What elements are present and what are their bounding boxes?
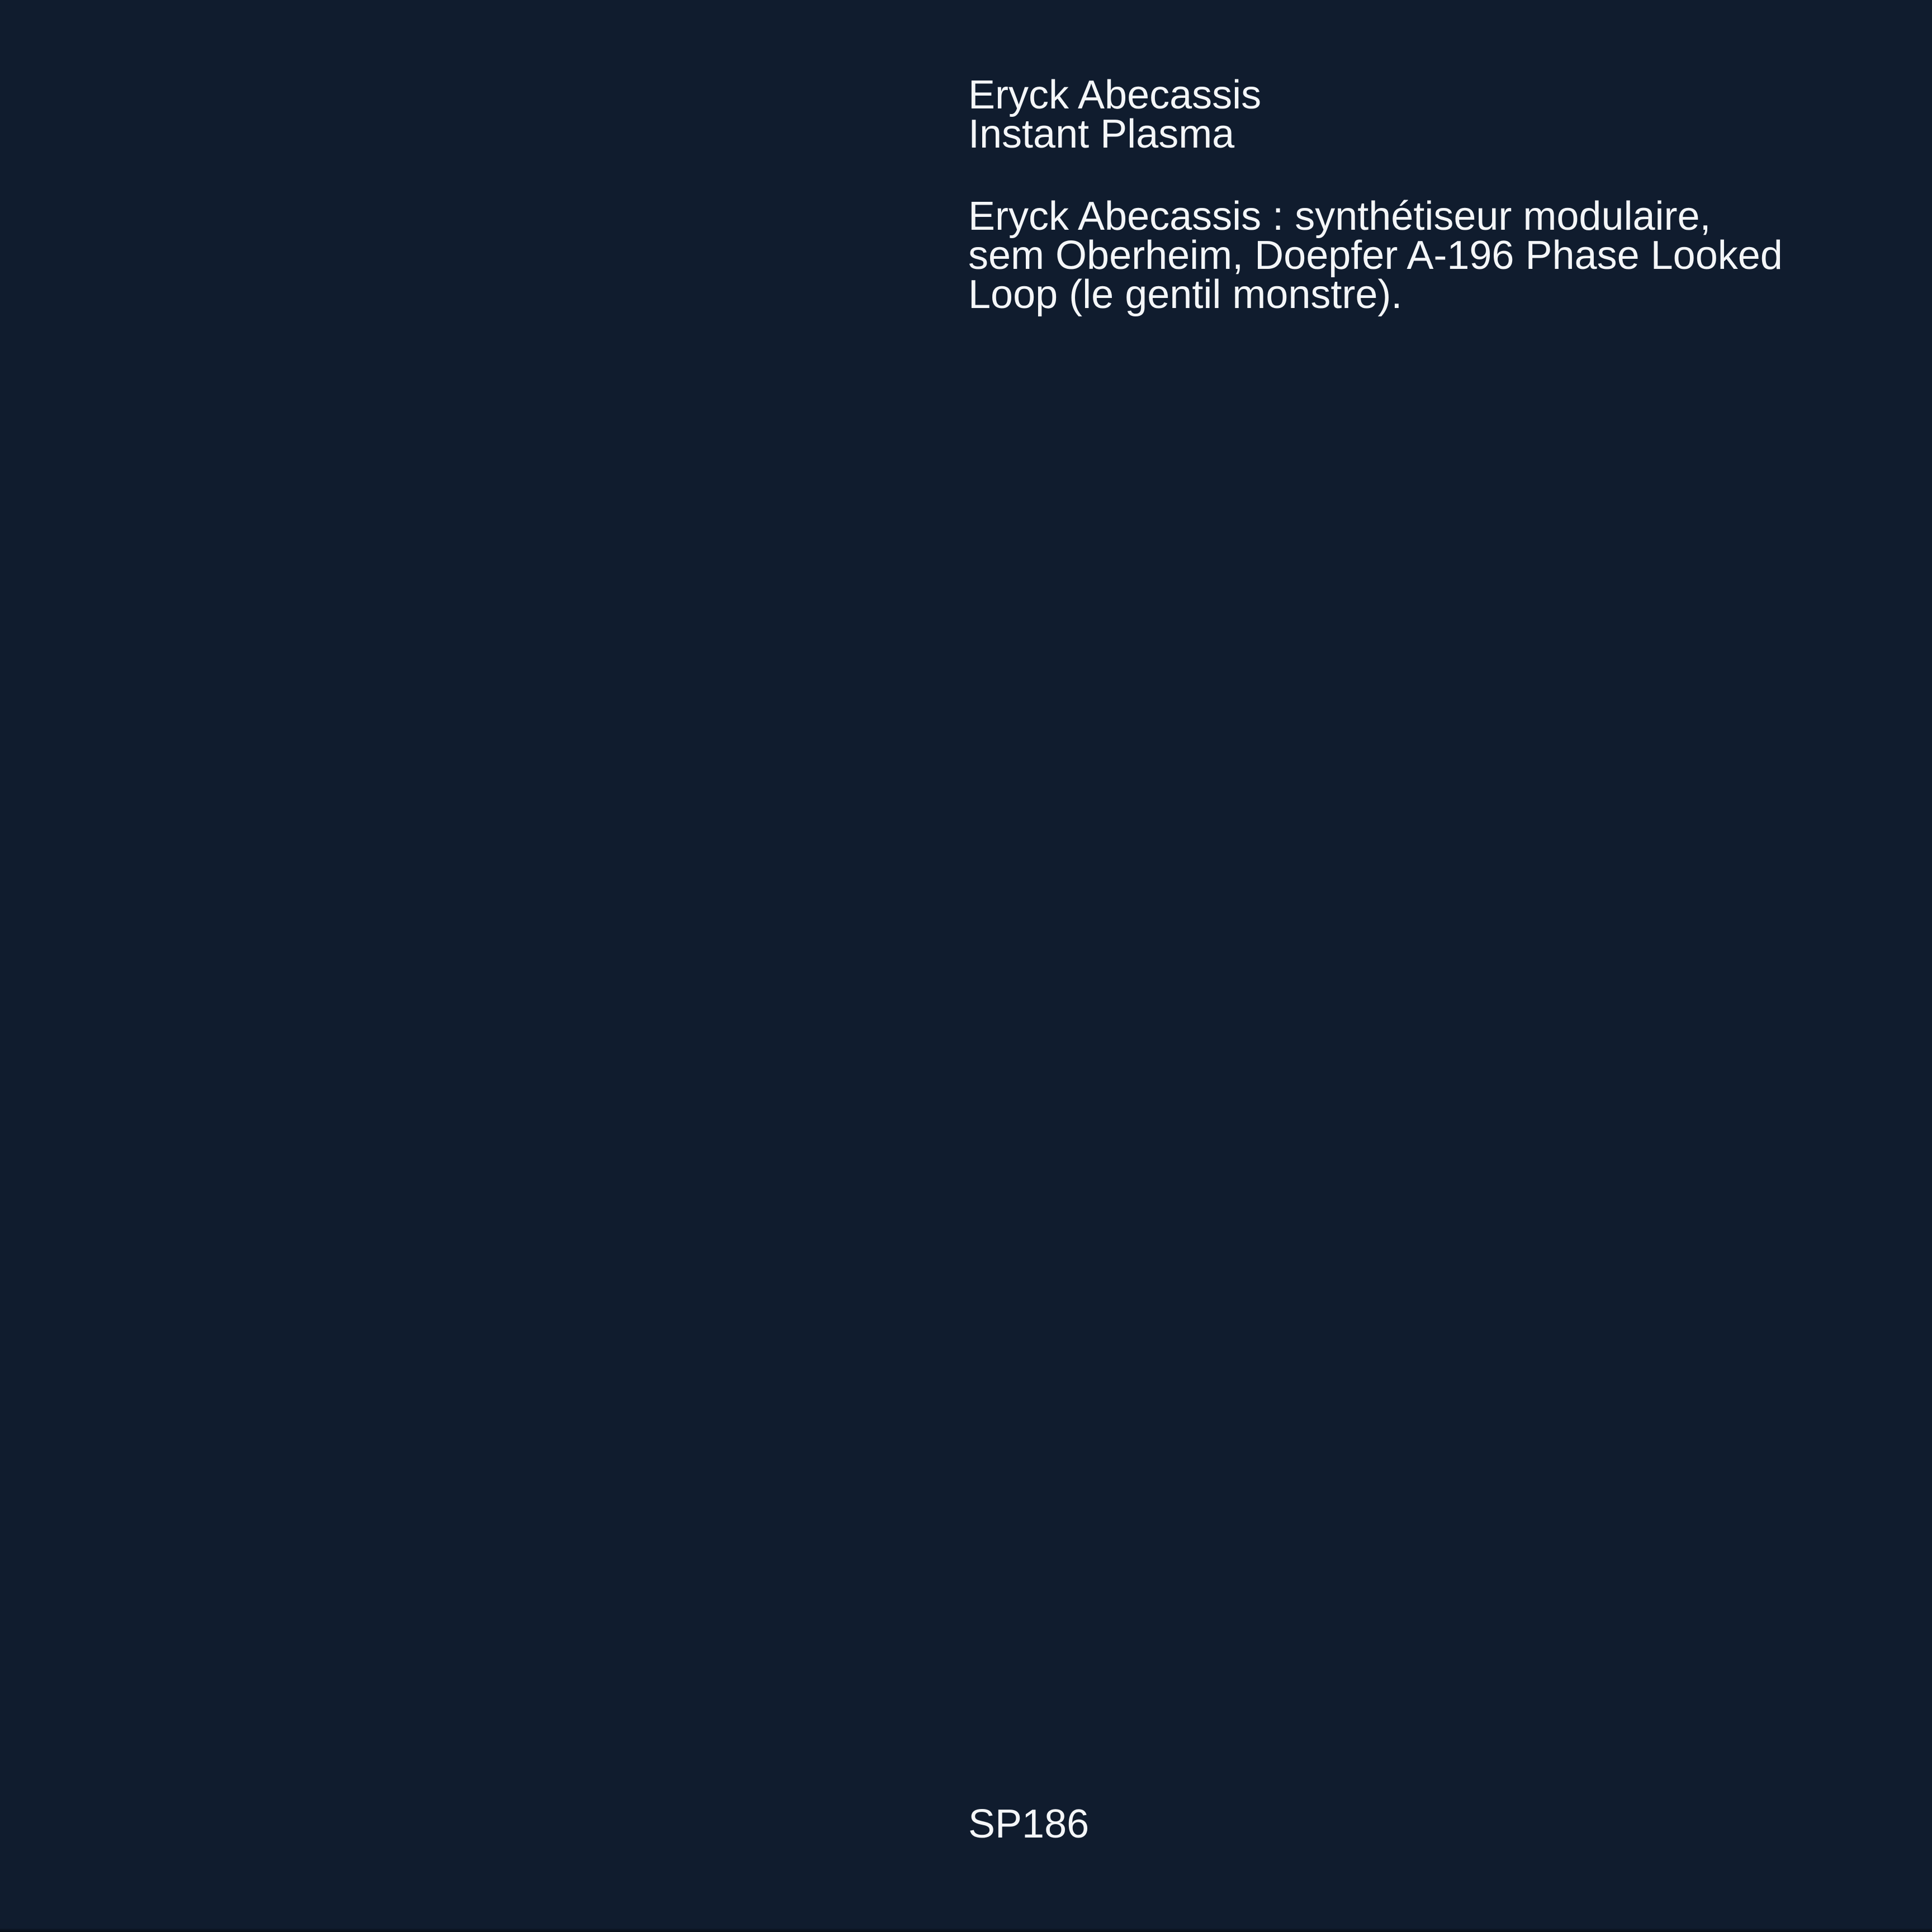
credits-line: Loop (le gentil monstre).: [968, 272, 1403, 317]
cover-text-block: [968, 73, 1863, 317]
artist-name: Eryck Abecassis: [968, 73, 1262, 117]
album-title: Instant Plasma: [968, 112, 1235, 157]
credits-line: sem Oberheim, Doepfer A-196 Phase Looked: [968, 233, 1783, 278]
title-block: [968, 73, 1863, 157]
credits-line: Eryck Abecassis : synthétiseur modulaire,: [968, 194, 1711, 239]
catalog-number: SP186: [968, 1802, 1090, 1846]
bottom-edge-strip: [0, 1929, 1932, 1932]
credits-block: [968, 194, 1863, 317]
